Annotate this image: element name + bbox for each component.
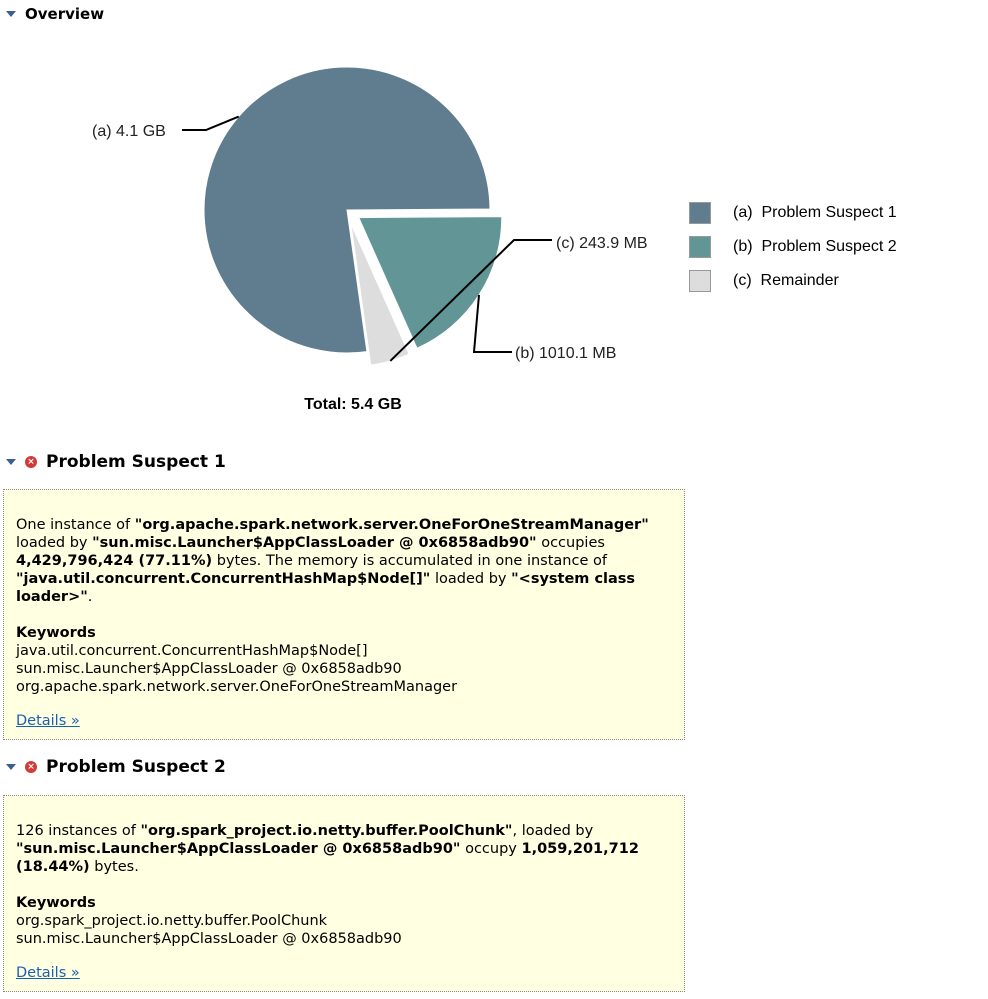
desc-loader: "<system class loader>" [16,571,636,605]
legend-label: (c) Remainder [733,272,839,289]
error-icon: × [25,456,37,468]
desc-text: . [87,589,93,605]
desc-text: occupies [536,535,605,551]
slice-label: (c) 243.9 MB [556,235,648,252]
desc-loader: "sun.misc.Launcher$AppClassLoader @ 0x6858adb90" [16,841,461,857]
desc-text: loaded by [16,535,93,551]
chart-total: Total: 5.4 GB [304,396,402,413]
desc-text: occupy [460,841,522,857]
legend-item [689,230,897,264]
keyword-item: java.util.concurrent.ConcurrentHashMap$Node[] [16,643,368,659]
desc-text: loaded by [430,571,512,587]
keywords-title: Keywords [16,625,96,641]
desc-loader: "sun.misc.Launcher$AppClassLoader @ 0x6858adb90" [92,535,537,551]
suspect1-panel [3,489,685,740]
legend-label: (a) Problem Suspect 1 [733,204,897,221]
overview-title: Overview [25,5,105,23]
desc-text: bytes. The memory is accumulated in one instance of [212,553,607,569]
keyword-item: sun.misc.Launcher$AppClassLoader @ 0x6858adb90 [16,661,402,677]
legend-label: (b) Problem Suspect 2 [733,238,897,255]
keyword-item: sun.misc.Launcher$AppClassLoader @ 0x6858adb90 [16,931,402,947]
desc-text: 126 instances of [16,823,141,839]
desc-bytes: 1,059,201,712 (18.44%) [16,841,639,875]
details-link[interactable]: Details » [16,713,80,729]
legend-item [689,264,897,298]
suspect1-description [16,516,672,606]
slice-label: (b) 1010.1 MB [515,345,617,362]
keyword-item: org.spark_project.io.netty.buffer.PoolChunk [16,913,328,929]
collapse-triangle-icon[interactable] [6,459,16,465]
keywords-title: Keywords [16,895,96,911]
legend-swatch [689,270,711,292]
chart-legend [689,196,897,298]
desc-text: One instance of [16,517,135,533]
leader-line [474,295,512,352]
pie-chart [0,30,680,430]
suspect2-description [16,822,672,876]
suspect2-title: Problem Suspect 2 [46,757,226,777]
overview-header[interactable] [6,5,104,23]
suspect2-header[interactable] [6,757,226,777]
collapse-triangle-icon[interactable] [6,11,16,17]
desc-class: "org.spark_project.io.netty.buffer.PoolChunk" [140,823,513,839]
details-link[interactable]: Details » [16,965,80,981]
collapse-triangle-icon[interactable] [6,764,16,770]
suspect2-panel [3,795,685,992]
legend-swatch [689,202,711,224]
legend-swatch [689,236,711,258]
desc-class: "java.util.concurrent.ConcurrentHashMap$Node[]" [16,571,431,587]
suspect1-header[interactable] [6,452,226,472]
legend-item [689,196,897,230]
error-icon: × [25,761,37,773]
slice-label: (a) 4.1 GB [92,123,166,140]
desc-bytes: 4,429,796,424 (77.11%) [16,553,213,569]
keyword-item: org.apache.spark.network.server.OneForOneStreamManager [16,679,458,695]
desc-text: bytes. [89,859,139,875]
desc-class: "org.apache.spark.network.server.OneForOneStreamManager" [134,517,649,533]
desc-text: , loaded by [512,823,594,839]
suspect1-title: Problem Suspect 1 [46,452,226,472]
